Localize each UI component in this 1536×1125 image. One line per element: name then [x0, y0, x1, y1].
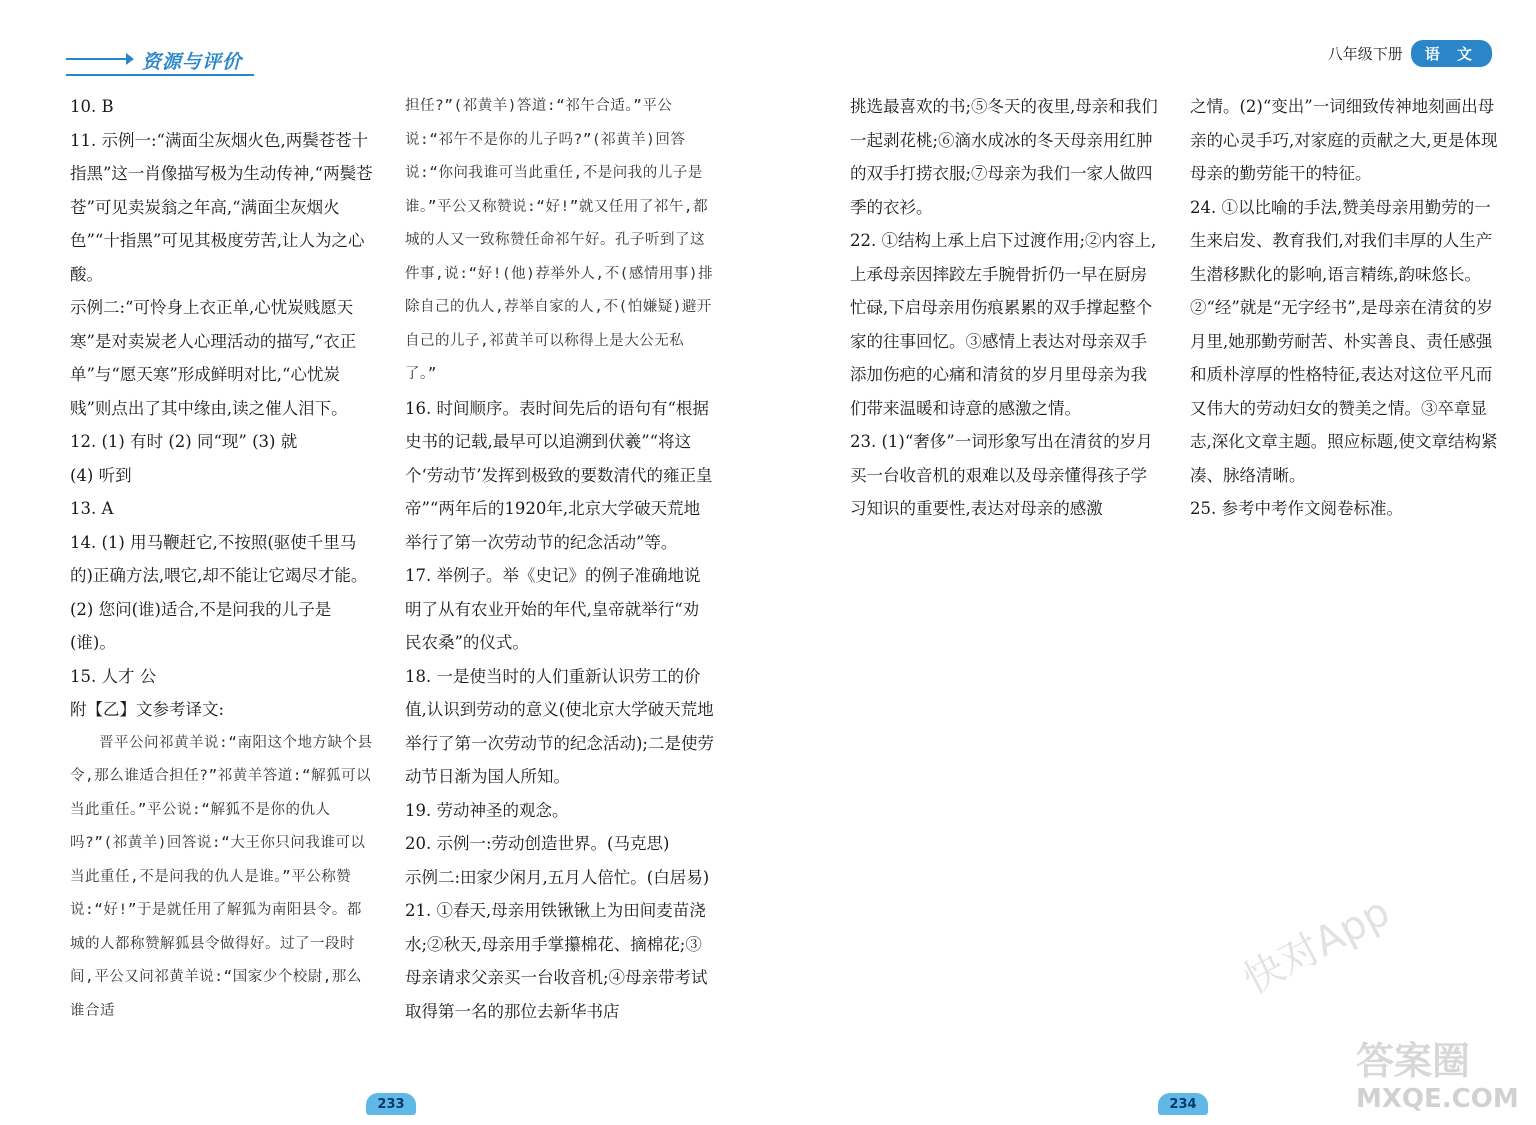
series-title: 资源与评价 — [142, 51, 243, 73]
answer-24: 24. ①以比喻的手法,赞美母亲用勤劳的一生来启发、教育我们,对我们丰厚的人生产生潜移默化的影响,语言精练,韵味悠长。②“经”就是“无字经书”,是母亲在清贫的岁月里,她那勤劳耐苦、朴实善良、责任感强和质朴淳厚的性格特征,表达对这位平凡而又伟大的劳动妇女的赞美之情。③卒章显志,深化文章主题。照应标题,使文章结构紧凑、脉络清晰。 — [1190, 197, 1498, 485]
answer-21-cont: 挑选最喜欢的书;⑤冬天的夜里,母亲和我们一起剥花桃;⑥滴水成冰的冬天母亲用红肿的双手打捞衣服;⑦母亲为我们一家人做四季的衣衫。 — [850, 97, 1158, 217]
answer-11-example-2: 示例二:“可怜身上衣正单,心忧炭贱愿天寒”是对卖炭老人心理活动的描写,“衣正单”与“愿天寒”形成鲜明对比,“心忧炭贱”则点出了其中缘由,读之催人泪下。 — [70, 298, 357, 418]
grade-label: 八年级下册 — [1327, 44, 1403, 63]
book-series-logo — [66, 44, 266, 76]
translation-text: 晋平公问祁黄羊说:“南阳这个地方缺个县令,那么谁适合担任?”祁黄羊答道:“解狐可以当此重任。”平公说:“解狐不是你的仇人吗?”(祁黄羊)回答说:“大王你只问我谁可以当此重任,不是问我的仇人是谁。”平公称赞说:“好!”于是就任用了解狐为南阳县令。都城的人都称赞解狐县令做得好。过了一段时间,平公又问祁黄羊说:“国家少个校尉,那么谁合适 — [70, 734, 373, 1019]
answer-14: 14. (1) 用马鞭赶它,不按照(驱使千里马的)正确方法,喂它,却不能让它竭尽才能。 (2) 您问(谁)适合,不是问我的儿子是(谁)。 — [70, 532, 368, 652]
answer-23-cont: 之情。(2)“变出”一词细致传神地刻画出母亲的心灵手巧,对家庭的贡献之大,更是体现母亲的勤劳能干的特征。 — [1190, 97, 1498, 183]
subject-badge: 语 文 — [1411, 40, 1492, 67]
translation-text-cont: 担任?”(祁黄羊)答道:“祁午合适。”平公说:“祁午不是你的儿子吗?”(祁黄羊)回答说:“你问我谁可当此重任,不是问我的儿子是谁。”平公又称赞说:“好!”就又任用了祁午,都城的人又一致称赞任命祁午好。孔子听到了这件事,说:“好!(他)荐举外人,不(感情用事)排除自己的仇人,荐举自家的人,不(怕嫌疑)避开自己的儿子,祁黄羊可以称得上是大公无私了。” — [405, 98, 714, 382]
answer-22: 22. ①结构上承上启下过渡作用;②内容上,上承母亲因摔跤左手腕骨折仍一早在厨房忙碌,下启母亲用伤痕累累的双手撑起整个家的往事回忆。③感情上表达对母亲双手添加伤疤的心痛和清贫的岁月里母亲为我们带来温暖和诗意的感激之情。 — [850, 231, 1157, 418]
site-watermark: MXQE.COM — [1356, 1084, 1519, 1114]
answer-19: 19. 劳动神圣的观念。 — [405, 800, 569, 820]
answer-23: 23. (1)“奢侈”一词形象写出在清贫的岁月买一台收音机的艰难以及母亲懂得孩子学习知识的重要性,表达对母亲的感激 — [850, 432, 1153, 518]
answer-12-cont: (4) 听到 — [70, 465, 132, 485]
app-watermark: 快对App — [1236, 888, 1398, 1004]
translation-heading: 附【乙】文参考译文: — [70, 700, 225, 719]
answer-12: 12. (1) 有时 (2) 同“现” (3) 就 — [70, 432, 298, 451]
answer-column-3 — [850, 90, 1162, 526]
grade-subject-header — [1328, 40, 1492, 66]
answer-25: 25. 参考中考作文阅卷标准。 — [1190, 499, 1403, 518]
answer-17: 17. 举例子。举《史记》的例子准确地说明了从有农业开始的年代,皇帝就举行“劝民农桑”的仪式。 — [405, 566, 701, 652]
answer-column-2 — [405, 90, 715, 1028]
answer-column-4 — [1190, 90, 1502, 526]
answer-13: 13. A — [70, 499, 114, 518]
answer-10: 10. B — [70, 97, 114, 116]
answer-15: 15. 人才 公 — [70, 666, 157, 686]
header-underline — [66, 74, 254, 76]
answer-18: 18. 一是使当时的人们重新认识劳工的价值,认识到劳动的意义(使北京大学破天荒地举行了第一次劳动节的纪念活动);二是使劳动节日渐为国人所知。 — [405, 666, 714, 786]
header-rule — [66, 58, 128, 60]
brand-watermark: 答案圈 — [1356, 1039, 1471, 1083]
answer-20-example-2: 示例二:田家少闲月,五月人倍忙。(白居易) — [405, 867, 710, 887]
answer-column-1 — [70, 90, 376, 1028]
answer-20: 20. 示例一:劳动创造世界。(马克思) — [405, 834, 670, 853]
answer-16: 16. 时间顺序。表时间先后的语句有“根据史书的记载,最早可以追溯到伏羲”“将这个‘劳动节’发挥到极致的要数清代的雍正皇帝”“两年后的1920年,北京大学破天荒地举行了第一次劳动节的纪念活动”等。 — [405, 398, 713, 552]
arrow-icon — [126, 53, 134, 65]
answer-21: 21. ①春天,母亲用铁锹锹上为田间麦苗浇水;②秋天,母亲用手掌攥棉花、摘棉花;③母亲请求父亲买一台收音机;④母亲带考试取得第一名的那位去新华书店 — [405, 901, 708, 1021]
page-number-right: 234 — [1158, 1093, 1208, 1115]
answer-11: 11. 示例一:“满面尘灰烟火色,两鬓苍苍十指黑”这一肖像描写极为生动传神,“两鬓苍苍”可见卖炭翁之年高,“满面尘灰烟火色”“十指黑”可见其极度劳苦,让人为之心酸。 — [70, 130, 373, 284]
page-number-left: 233 — [366, 1093, 416, 1115]
